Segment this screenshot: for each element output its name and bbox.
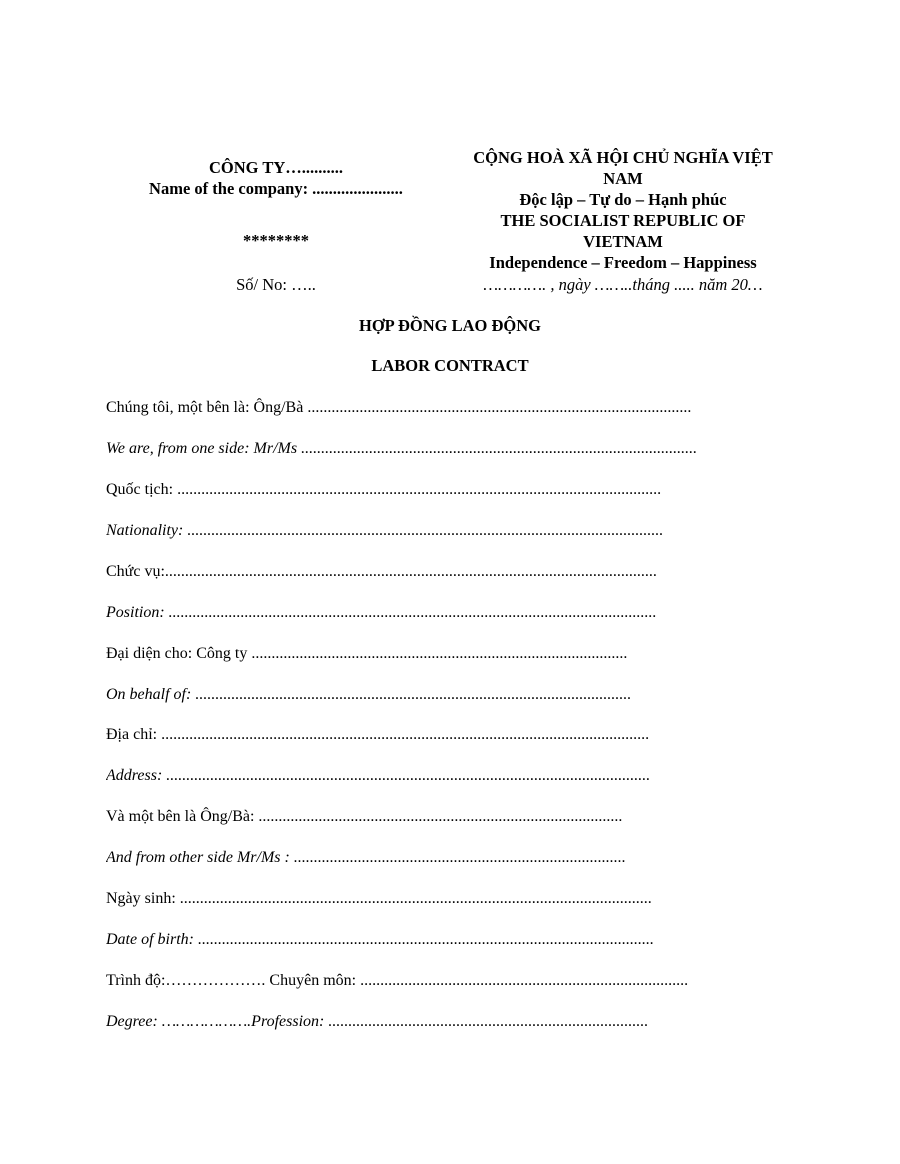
party-a-representative-vn: Chúng tôi, một bên là: Ông/Bà ................................................................................................ <box>106 399 692 416</box>
address-en: Address: ......................................................................................................................... <box>106 767 651 784</box>
date-of-birth-en: Date of birth: .................................................................................................................. <box>106 931 654 948</box>
republic-vn-line1: CỘNG HOÀ XÃ HỘI CHỦ NGHĨA VIỆT <box>473 148 773 167</box>
motto-en: Independence – Freedom – Happiness <box>489 253 757 272</box>
nationality-vn: Quốc tịch: ......................................................................................................................... <box>106 481 662 498</box>
document-number: Số/ No: ….. <box>236 275 316 294</box>
party-b-en: And from other side Mr/Ms : ................................................................................... <box>106 849 626 866</box>
position-en: Position: .......................................................................................................................... <box>106 604 657 621</box>
republic-vn-line2: NAM <box>603 169 643 188</box>
motto-vn: Độc lập – Tự do – Hạnh phúc <box>519 190 727 209</box>
stars-divider: ******** <box>243 231 309 250</box>
nationality-en: Nationality: ....................................................................................................................... <box>106 522 664 539</box>
party-b-vn: Và một bên là Ông/Bà: ........................................................................................... <box>106 808 623 825</box>
date-line: …………. , ngày ……..tháng ..... năm 20… <box>483 275 763 294</box>
republic-en-line1: THE SOCIALIST REPUBLIC OF <box>500 211 746 230</box>
title-vn: HỢP ĐỒNG LAO ĐỘNG <box>359 316 541 335</box>
on-behalf-en: On behalf of: ............................................................................................................. <box>106 686 632 703</box>
date-of-birth-vn: Ngày sinh: ...................................................................................................................... <box>106 890 652 907</box>
company-name-line: Name of the company: ...................... <box>149 179 403 198</box>
degree-profession-en: Degree: ……………….Profession: ................................................................................ <box>106 1013 649 1030</box>
address-vn: Địa chỉ: .......................................................................................................................... <box>106 726 650 743</box>
title-en: LABOR CONTRACT <box>371 356 529 375</box>
republic-en-line2: VIETNAM <box>583 232 663 251</box>
party-a-representative-en: We are, from one side: Mr/Ms ................................................................................................... <box>106 440 698 457</box>
degree-profession-vn: Trình độ:………………. Chuyên môn: .................................................................................. <box>106 972 689 989</box>
position-vn: Chức vụ:........................................................................................................................... <box>106 563 657 580</box>
company-label: CÔNG TY….......... <box>209 158 343 177</box>
on-behalf-vn: Đại diện cho: Công ty .............................................................................................. <box>106 645 628 662</box>
